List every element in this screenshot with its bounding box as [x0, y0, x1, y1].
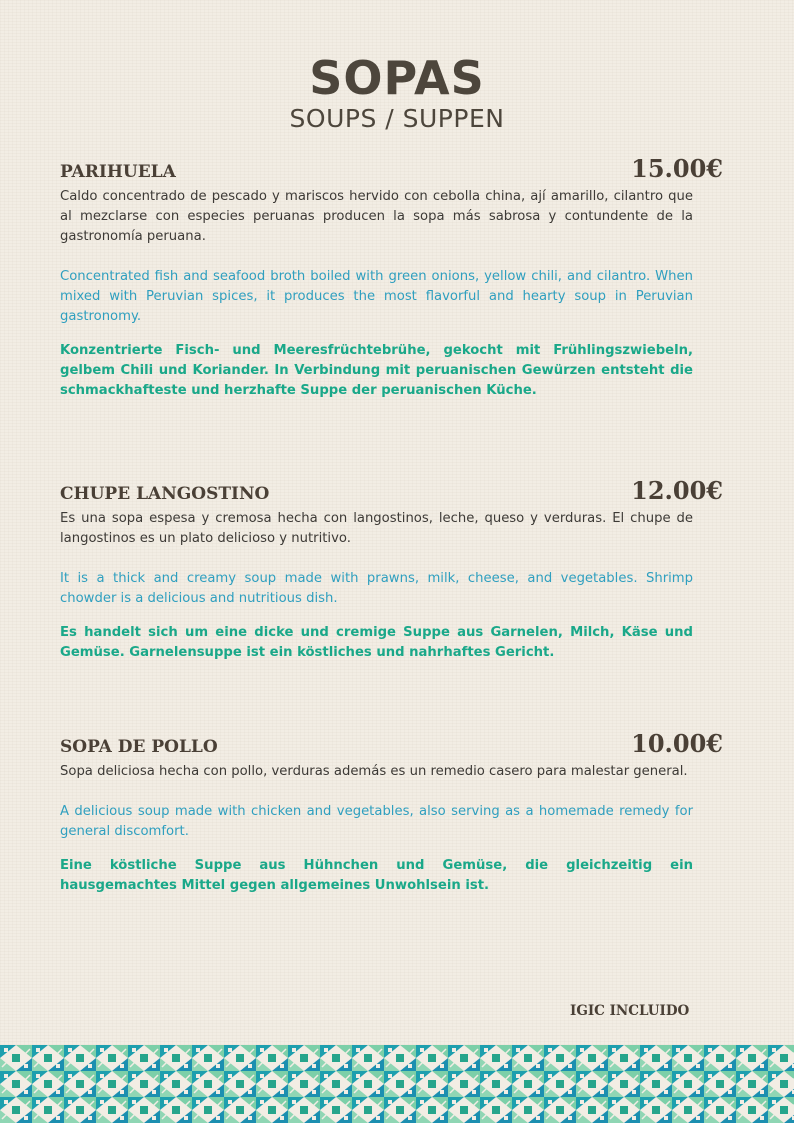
page-title: SOPAS: [309, 51, 485, 105]
tax-included-note: IGIC INCLUIDO: [570, 1003, 690, 1019]
decorative-border-pattern: [0, 1045, 794, 1123]
dish-name: CHUPE LANGOSTINO: [60, 484, 270, 504]
description-german: Eine köstliche Suppe aus Hühnchen und Gemüse, die gleichzeitig ein hausgemachtes Mittel gegen allgemeines Unwohlsein ist.: [60, 858, 693, 893]
dish-parihuela: [60, 154, 723, 401]
dish-chupe-langostino: [60, 476, 723, 663]
menu-header: [0, 52, 794, 134]
dish-price: 10.00€: [631, 729, 723, 758]
description-spanish: Caldo concentrado de pescado y mariscos hervido con cebolla china, ají amarillo, cilantro que al mezclarse con especies peruanas producen la sopa más sabrosa y contundente de la gastronomía peruana.: [60, 189, 693, 244]
description-spanish: Sopa deliciosa hecha con pollo, verduras además es un remedio casero para malestar general.: [60, 764, 688, 779]
page-subtitle: SOUPS / SUPPEN: [289, 104, 505, 133]
description-spanish: Es una sopa espesa y cremosa hecha con langostinos, leche, queso y verduras. El chupe de langostinos es un plato delicioso y nutritivo.: [60, 511, 693, 546]
description-english: A delicious soup made with chicken and vegetables, also serving as a homemade remedy for general discomfort.: [60, 804, 693, 839]
description-english: It is a thick and creamy soup made with prawns, milk, cheese, and vegetables. Shrimp chowder is a delicious and nutritious dish.: [60, 571, 693, 606]
dish-price: 12.00€: [631, 476, 723, 505]
description-english: Concentrated fish and seafood broth boiled with green onions, yellow chili, and cilantro. When mixed with Peruvian spices, it produces the most flavorful and hearty soup in Peruvian gastronomy.: [60, 269, 693, 324]
dish-name: PARIHUELA: [60, 162, 176, 182]
dish-name: SOPA DE POLLO: [60, 737, 218, 757]
description-german: Konzentrierte Fisch- und Meeresfrüchtebrühe, gekocht mit Frühlingszwiebeln, gelbem Chili und Koriander. In Verbindung mit peruanischen Gewürzen entsteht die schmackhafteste und herzhafte Suppe der peruanischen Küche.: [60, 343, 693, 398]
description-german: Es handelt sich um eine dicke und cremige Suppe aus Garnelen, Milch, Käse und Gemüse. Garnelensuppe ist ein köstliches und nahrhaftes Gericht.: [60, 625, 693, 660]
dish-sopa-de-pollo: [60, 729, 723, 896]
dish-price: 15.00€: [631, 154, 723, 183]
